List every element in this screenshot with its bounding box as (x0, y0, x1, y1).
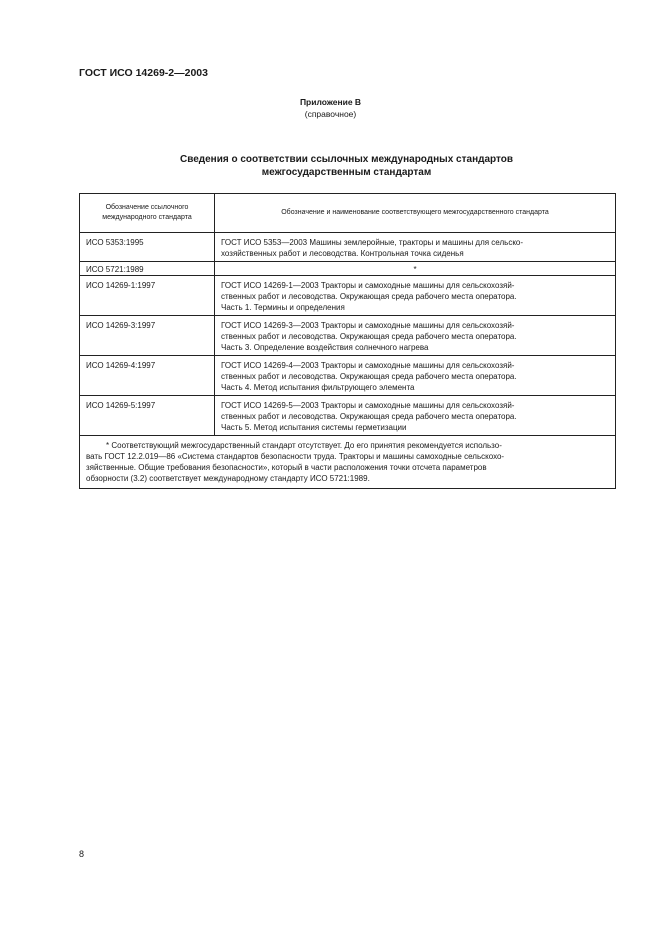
table-row (80, 356, 616, 396)
annex-title: Приложение В (299, 97, 362, 107)
standards-table (79, 193, 615, 489)
page-number: 8 (79, 849, 85, 859)
gost-standard-cell: ГОСТ ИСО 14269-5—2003 Тракторы и самоходные машины для сельскохозяй- ственных работ и лесоводства. Окружающая среда рабочего места оператора. Часть 5. Метод испытания системы герметизации (215, 396, 616, 436)
ref-standard-cell: ИСО 14269-3:1997 (80, 316, 215, 356)
col1-header: Обозначение ссылочного международного стандарта (80, 194, 215, 233)
gost-standard-cell: ГОСТ ИСО 14269-4—2003 Тракторы и самоходные машины для сельскохозяй- ственных работ и лесоводства. Окружающая среда рабочего места оператора. Часть 4. Метод испытания фильтрующего элемента (215, 356, 616, 396)
table-title-line: межгосударственным стандартам (261, 167, 432, 178)
document-header: ГОСТ ИСО 14269-2—2003 (79, 67, 208, 79)
col2-header: Обозначение и наименование соответствующего межгосударственного стандарта (215, 194, 616, 233)
ref-standard-cell: ИСО 14269-5:1997 (80, 396, 215, 436)
gost-standard-cell: ГОСТ ИСО 14269-1—2003 Тракторы и самоходные машины для сельскохозяй- ственных работ и лесоводства. Окружающая среда рабочего места оператора. Часть 1. Термины и определения (215, 276, 616, 316)
ref-standard-cell: ИСО 14269-4:1997 (80, 356, 215, 396)
table-row (80, 233, 616, 262)
gost-standard-cell: ГОСТ ИСО 14269-3—2003 Тракторы и самоходные машины для сельскохозяй- ственных работ и лесоводства. Окружающая среда рабочего места оператора. Часть 3. Определение воздействия солнечного нагрева (215, 316, 616, 356)
gost-standard-cell: * (215, 262, 616, 276)
table-row (80, 262, 616, 276)
table-row (80, 396, 616, 436)
table-title-line: Сведения о соответствии ссылочных международных стандартов (179, 154, 514, 165)
table-row (80, 316, 616, 356)
table-footnote: * Соответствующий межгосударственный стандарт отсутствует. До его принятия рекомендуется использо- вать ГОСТ 12.2.019—86 «Система стандартов безопасности труда. Тракторы и машины самоходные сельскохо- зяйственные. Общие требования безопасности», который в части расположения точки отсчета параметров обзорности (3.2) соответствует международному стандарту ИСО 5721:1989. (80, 436, 616, 489)
annex-subtitle: (справочное) (304, 109, 357, 119)
ref-standard-cell: ИСО 5353:1995 (80, 233, 215, 262)
table-row (80, 276, 616, 316)
ref-standard-cell: ИСО 5721:1989 (80, 262, 215, 276)
table-title (0, 153, 661, 179)
ref-standard-cell: ИСО 14269-1:1997 (80, 276, 215, 316)
table-header-row (80, 194, 616, 233)
table-footnote-row (80, 436, 616, 489)
gost-standard-cell: ГОСТ ИСО 5353—2003 Машины землеройные, тракторы и машины для сельско- хозяйственных работ и лесоводства. Контрольная точка сиденья (215, 233, 616, 262)
